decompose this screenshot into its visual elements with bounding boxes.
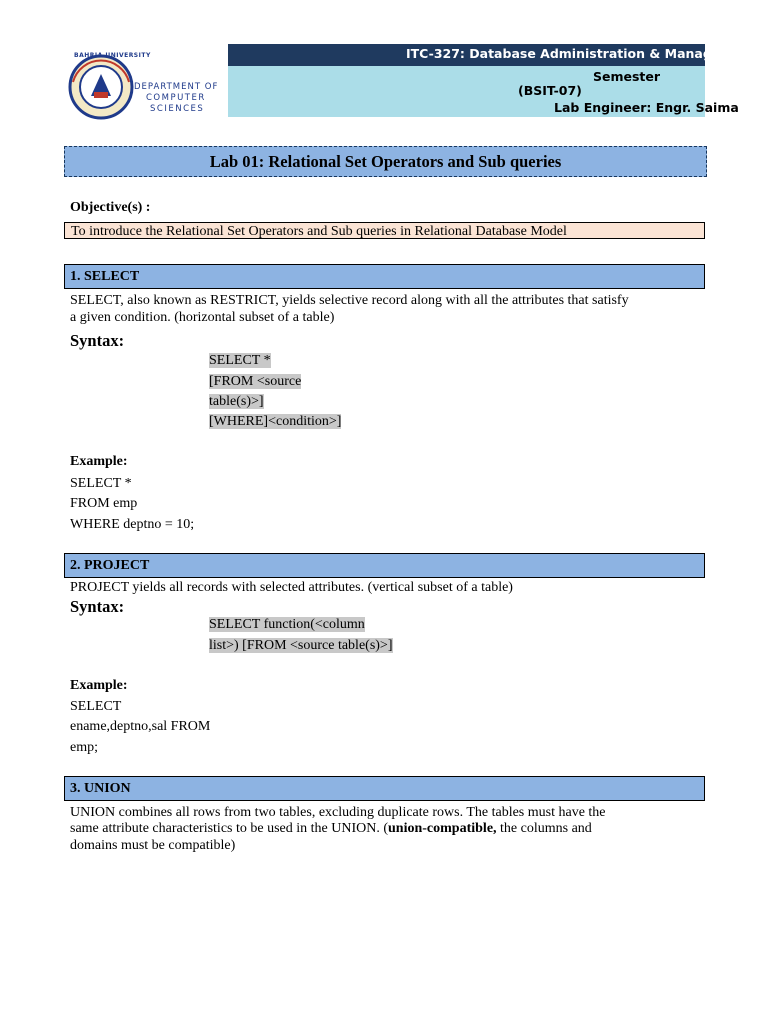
logo-dept-line3: SCIENCES [150,104,205,114]
header-course-bar [228,44,757,66]
project-syntax-line: list>) [FROM <source table(s)>] [209,638,393,653]
select-example-line: WHERE deptno = 10; [70,517,195,532]
project-example-label: Example: [70,678,128,693]
logo-dept-line1: DEPARTMENT OF [134,82,219,92]
project-example-line: SELECT [70,699,122,714]
select-syntax-label: Syntax: [70,331,125,350]
select-example-line: FROM emp [70,496,138,511]
select-syntax-line: [FROM <source [209,374,302,389]
union-description-line3: domains must be compatible) [70,838,236,853]
university-logo [68,52,228,120]
union-description-line1: UNION combines all rows from two tables, excluding duplicate rows. The tables must have the [70,805,606,820]
section-heading-select: 1. SELECT [64,264,705,289]
select-syntax-line: table(s)>] [209,394,264,409]
union-compatible-term: union-compatible, [388,821,497,836]
union-description-line2-post: the columns and [496,821,592,836]
project-syntax-label: Syntax: [70,597,125,616]
project-syntax-line: SELECT function(<column [209,617,365,632]
project-description-line1: PROJECT yields all records with selected attributes. (vertical subset of a table) [70,580,513,595]
select-syntax-line: SELECT * [209,353,271,368]
lab-title: Lab 01: Relational Set Operators and Sub queries [64,146,707,177]
select-example-line: SELECT * [70,476,132,491]
select-syntax-line: [WHERE]<condition>] [209,414,342,429]
lab-engineer-label: Lab Engineer: Engr. Saima [554,100,739,115]
project-example-line: emp; [70,740,98,755]
objective-text: To introduce the Relational Set Operators and Sub queries in Relational Database Model [64,222,705,239]
program-label: (BSIT-07) [518,83,582,98]
logo-dept-line2: COMPUTER [146,93,206,103]
logo-university-text: BAHRIA UNIVERSITY [74,52,151,59]
project-example-line: ename,deptno,sal FROM [70,719,211,734]
select-description-line2: a given condition. (horizontal subset of a table) [70,310,335,325]
union-description-line2 [70,820,705,837]
section-heading-project: 2. PROJECT [64,553,705,578]
select-description-line1: SELECT, also known as RESTRICT, yields selective record along with all the attributes that satisfy [70,293,629,308]
header-info-bar [228,66,739,117]
semester-label: Semester [593,69,661,84]
course-title: ITC-327: Database Administration & Management [406,46,757,61]
union-description-line2-pre: same attribute characteristics to be used in the UNION. ( [70,821,389,836]
section-heading-union: 3. UNION [64,776,705,801]
select-example-label: Example: [70,454,128,469]
objective-label: Objective(s) : [70,200,151,215]
